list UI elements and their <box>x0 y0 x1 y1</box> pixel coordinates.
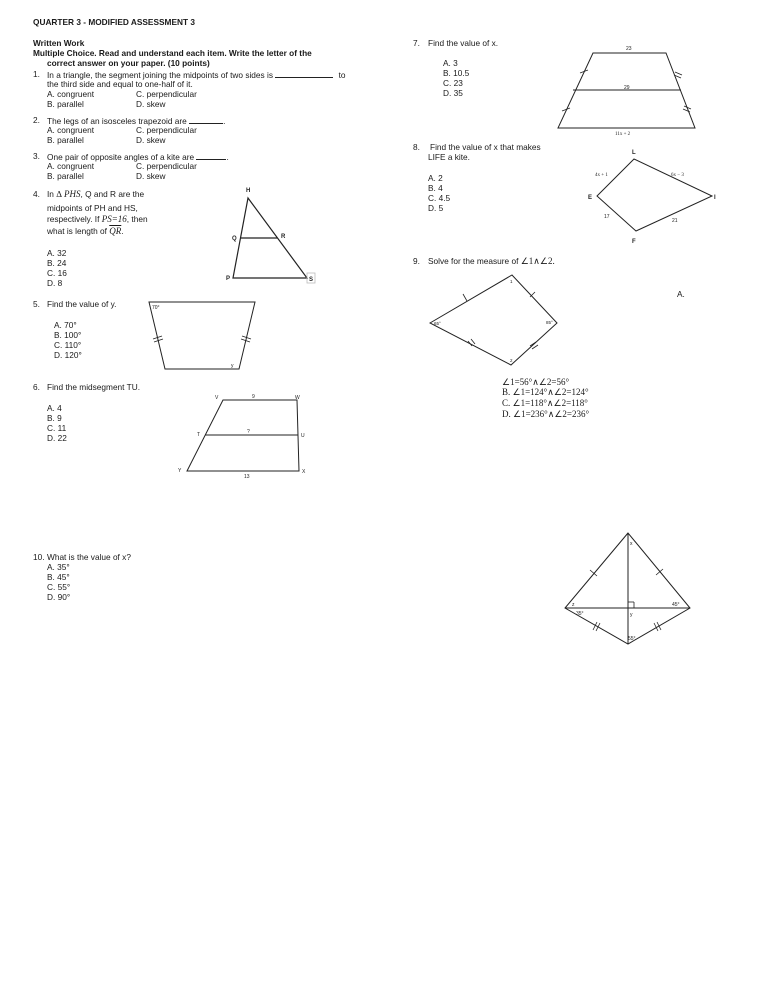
label-x: X <box>302 469 306 475</box>
math-expression: PS=16 <box>101 214 127 224</box>
instructions-line-2: correct answer on your paper. (10 points) <box>47 58 210 68</box>
option-b: B. 4 <box>428 183 443 193</box>
bottom-length: 11x + 2 <box>615 132 631 137</box>
question-number: 6. <box>33 382 40 392</box>
angle-55: 55° <box>628 636 636 642</box>
label-t: T <box>197 432 201 438</box>
question-text-part: . <box>223 116 226 126</box>
question-text-part: , then <box>126 214 148 224</box>
midsegment-unknown: ? <box>247 429 250 435</box>
option-d: D. 35 <box>443 88 463 98</box>
label-f: F <box>632 239 636 245</box>
answer-blank <box>275 69 333 78</box>
option-d: D. ∠1=236°∧∠2=236° <box>502 409 590 419</box>
label-y: Y <box>178 468 182 474</box>
tick-mark <box>596 623 600 631</box>
label-e: E <box>588 195 593 201</box>
option-b: B. 45° <box>47 572 70 582</box>
trapezoid <box>149 302 255 369</box>
question-text-part: In <box>47 189 57 199</box>
question-number: 3. <box>33 151 40 161</box>
section-title: Written Work <box>33 38 85 48</box>
question-text: Find the value of x. <box>428 38 499 48</box>
option-d: D. skew <box>136 99 166 109</box>
label-v: V <box>215 395 219 401</box>
option-d: D. skew <box>136 135 166 145</box>
option-c: C. 23 <box>443 78 463 88</box>
option-d: D. 5 <box>428 203 444 213</box>
question-text-part: , Q and R are the <box>80 189 145 199</box>
angle-x: x <box>630 541 633 547</box>
top-length: 23 <box>626 46 632 52</box>
label-s: S <box>309 277 314 283</box>
option-d: D. 90° <box>47 592 71 602</box>
top-length: 9 <box>252 394 255 400</box>
option-c: C. 55° <box>47 582 71 592</box>
angle-45: 45° <box>672 602 680 608</box>
angle-expression: ∠1∧∠2. <box>520 256 555 266</box>
question-number: 1. <box>33 69 40 79</box>
side-li: 6x − 3 <box>671 173 684 178</box>
option-c: C. perpendicular <box>136 125 197 135</box>
question-number: 8. <box>413 142 420 152</box>
question-text: What is the value of x? <box>47 552 131 562</box>
side-el: 4x + 1 <box>595 173 608 178</box>
option-a: A. 3 <box>443 58 458 68</box>
label-w: W <box>295 395 300 401</box>
question-number: 2. <box>33 115 40 125</box>
option-b: B. 24 <box>47 258 67 268</box>
option-b: B. ∠1=124°∧∠2=124° <box>502 387 589 397</box>
question-text: Find the value of y. <box>47 299 117 309</box>
question-text-part: One pair of opposite angles of a kite are <box>47 152 195 162</box>
side-fi: 21 <box>672 218 678 224</box>
option-b: B. parallel <box>47 171 84 181</box>
side-ef: 17 <box>604 214 610 220</box>
tick-mark <box>675 72 682 75</box>
angle-35: 35° <box>576 611 584 617</box>
kite <box>597 159 712 231</box>
label-r: R <box>281 234 286 240</box>
trapezoid-tu-figure <box>175 392 315 482</box>
segment-qr: $\overline{QR}$ <box>109 226 122 236</box>
option-c: C. ∠1=118°∧∠2=118° <box>502 398 588 408</box>
option-c: C. 11 <box>47 423 67 433</box>
kite-angles-figure <box>425 270 565 375</box>
question-text-part: to <box>338 70 346 80</box>
question-number: 5. <box>33 299 40 309</box>
tick-mark <box>463 294 467 301</box>
question-number: 10. <box>33 552 45 562</box>
question-text-part: The legs of an isosceles trapezoid are <box>47 116 187 126</box>
option-b: B. 10.5 <box>443 68 470 78</box>
option-b: B. 100° <box>54 330 82 340</box>
angle-2: 2 <box>510 358 513 363</box>
option-d: D. 22 <box>47 433 67 443</box>
option-c: C. perpendicular <box>136 161 197 171</box>
angle-z: z <box>572 602 575 608</box>
triangle-name: ∆ PHS <box>56 189 81 199</box>
option-a: A. congruent <box>47 89 95 99</box>
option-a: ∠1=56°∧∠2=56° <box>502 377 570 387</box>
isosceles-trapezoid-figure <box>145 298 260 373</box>
answer-blank <box>196 151 229 162</box>
kite <box>430 275 557 365</box>
option-b: B. parallel <box>47 135 84 145</box>
option-d: D. skew <box>136 171 166 181</box>
option-a: A. 70° <box>54 320 77 330</box>
option-a: A. 32 <box>47 248 67 258</box>
question-text-part: . <box>121 226 124 236</box>
question-text-part: . <box>226 152 229 162</box>
option-a: A. 4 <box>47 403 62 413</box>
question-text-part: Solve for the measure of <box>428 256 519 266</box>
triangle-phs-figure <box>220 185 320 290</box>
question-number: 4. <box>33 189 40 199</box>
question-text <box>428 256 555 266</box>
option-c: C. 110° <box>54 340 82 350</box>
option-a: A. congruent <box>47 161 95 171</box>
question-number: 7. <box>413 38 420 48</box>
angle-y: y <box>630 612 633 618</box>
question-text: Find the value of x that makes <box>430 142 541 152</box>
tick-mark <box>657 622 661 630</box>
option-a: A. 35° <box>47 562 70 572</box>
option-c: C. 16 <box>47 268 67 278</box>
question-text: the third side and equal to one-half of it. <box>47 79 193 89</box>
tick-mark <box>683 109 690 112</box>
trapezoid-midsegment-figure <box>550 38 710 140</box>
tick-mark <box>471 339 475 344</box>
question-number: 9. <box>413 256 420 266</box>
option-b: B. 9 <box>47 413 62 423</box>
angle-1: 1 <box>510 279 513 284</box>
right-angle: 85° <box>546 320 553 325</box>
question-text: LIFE a kite. <box>428 152 470 162</box>
midsegment-length: 29 <box>624 85 630 91</box>
kite-life-figure <box>585 145 725 250</box>
question-text <box>47 189 144 199</box>
bottom-length: 13 <box>244 474 250 480</box>
option-d: D. 120° <box>54 350 82 360</box>
angle-label: 70° <box>152 305 160 311</box>
instructions-line-1: Multiple Choice. Read and understand each item. Write the letter of the <box>33 48 312 58</box>
question-text <box>47 214 148 224</box>
label-p: P <box>226 276 231 282</box>
option-a: A. 2 <box>428 173 443 183</box>
option-a-label: A. <box>677 289 685 299</box>
page-title: QUARTER 3 - MODIFIED ASSESSMENT 3 <box>33 17 195 27</box>
question-text-part: respectively. If <box>47 214 102 224</box>
left-angle: 65° <box>434 321 441 326</box>
question-text: Find the midsegment TU. <box>47 382 140 392</box>
label-h: H <box>246 188 251 194</box>
option-c: C. perpendicular <box>136 89 197 99</box>
label-l: L <box>632 150 636 156</box>
kite-diagonals-figure <box>560 528 700 653</box>
question-text: midpoints of PH and HS, <box>47 203 138 213</box>
question-text <box>47 226 124 236</box>
option-b: B. parallel <box>47 99 84 109</box>
label-i: I <box>714 195 716 201</box>
question-text-part: In a triangle, the segment joining the midpoints of two sides is <box>47 70 273 80</box>
unknown-label: y <box>231 363 234 369</box>
label-q: Q <box>232 236 237 242</box>
label-u: U <box>301 433 305 439</box>
answer-blank <box>189 115 226 126</box>
question-text-part: what is length of <box>47 226 110 236</box>
option-a: A. congruent <box>47 125 95 135</box>
option-c: C. 4.5 <box>428 193 451 203</box>
option-d: D. 8 <box>47 278 63 288</box>
